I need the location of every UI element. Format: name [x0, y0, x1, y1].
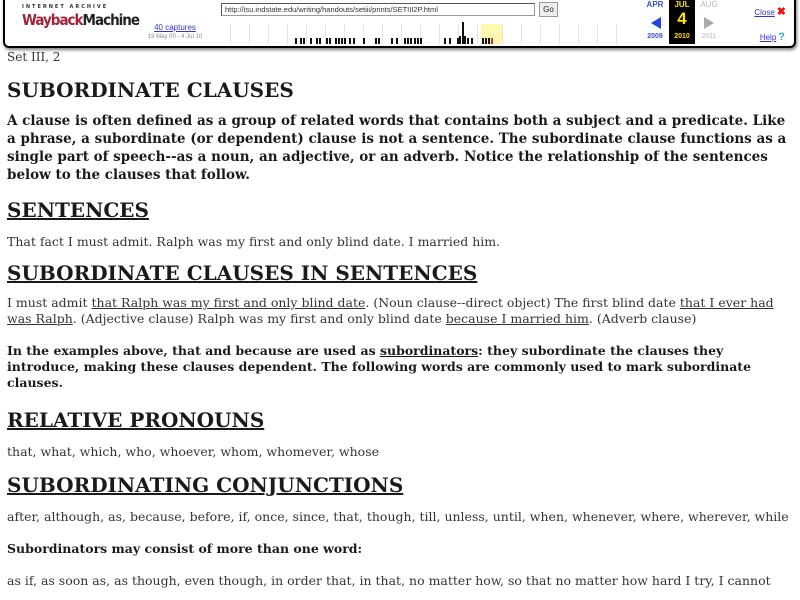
capture-tick	[420, 38, 422, 44]
wayback-logo[interactable]	[22, 4, 140, 40]
current-day: 4	[677, 9, 687, 28]
capture-tick	[391, 38, 393, 44]
current-year: 2010	[674, 33, 690, 40]
next-capture	[696, 0, 722, 40]
timeline-gridline	[306, 24, 307, 44]
next-month: AUG	[700, 0, 718, 9]
timeline-gridline	[616, 24, 617, 44]
capture-tick	[482, 38, 484, 44]
adverb-clause-example: because I married him	[445, 311, 589, 326]
capture-tick	[459, 36, 461, 44]
current-capture-tick	[491, 38, 493, 44]
timeline-gridline	[249, 24, 250, 44]
url-input[interactable]: http://isu.indstate.edu/writing/handouts/setiii/prints/SETIII2P.html	[221, 3, 535, 16]
month-navigator	[642, 0, 724, 44]
multi-word-subordinators-label: Subordinators may consist of more than one word:	[7, 541, 363, 556]
multi-word-subordinators-list: as if, as soon as, as though, even though, in order that, in that, no matter how, so that no matter how hard I try, I cannot	[7, 573, 771, 588]
clauses-examples-paragraph: I must admit that Ralph was my first and only blind date. (Noun clause--direct object) The first blind date that I ever had was Ralph. (Adjective clause) Ralph was my first and only blind date because I married him. (Adverb clause)	[7, 295, 774, 326]
capture-tick	[353, 38, 355, 44]
wayback-toolbar	[3, 0, 796, 48]
prev-capture[interactable]	[642, 0, 668, 40]
capture-timeline[interactable]	[218, 22, 624, 44]
timeline-gridline	[382, 24, 383, 44]
heading-sentences: SENTENCES	[7, 198, 149, 222]
capture-tick	[300, 38, 302, 44]
capture-tick	[335, 38, 337, 44]
current-capture	[669, 0, 695, 44]
prev-year[interactable]: 2009	[647, 33, 663, 40]
set-label: Set III, 2	[7, 50, 61, 64]
subordinators-term: subordinators	[379, 343, 479, 358]
close-button[interactable]	[754, 5, 786, 18]
capture-tick	[404, 38, 406, 44]
close-icon[interactable]: ✖	[776, 6, 786, 18]
page-content	[7, 50, 797, 589]
prev-month[interactable]: APR	[646, 0, 664, 9]
capture-tick	[417, 38, 419, 44]
captures-info	[140, 23, 210, 40]
capture-tick	[303, 38, 305, 44]
timeline-gridline	[477, 24, 478, 44]
timeline-gridline	[502, 24, 503, 44]
capture-tick	[310, 38, 312, 44]
relative-pronouns-list: that, what, which, who, whoever, whom, whomever, whose	[7, 444, 380, 459]
capture-date-range: 19 May 00 - 4 Jul 10	[147, 34, 203, 40]
logo-wayback-machine: WaybackMachine	[22, 11, 140, 29]
capture-tick	[410, 38, 412, 44]
capture-tick	[396, 38, 398, 44]
capture-tick	[467, 38, 469, 44]
close-link[interactable]: Close	[754, 8, 775, 17]
capture-tick	[414, 38, 416, 44]
capture-tick	[407, 38, 409, 44]
timeline-gridline	[559, 24, 560, 44]
heading-subordinating-conjunctions: SUBORDINATING CONJUNCTIONS	[7, 473, 404, 497]
capture-tick	[485, 38, 487, 44]
capture-tick	[329, 38, 331, 44]
go-button[interactable]: Go	[539, 2, 558, 17]
next-arrow-icon	[704, 17, 714, 29]
capture-tick	[326, 38, 328, 44]
heading-clauses-in-sentences: SUBORDINATE CLAUSES IN SENTENCES	[7, 261, 478, 285]
help-button[interactable]	[760, 31, 785, 43]
timeline-gridline	[540, 24, 541, 44]
capture-tick	[488, 38, 490, 44]
timeline-gridline	[597, 24, 598, 44]
capture-tick	[295, 38, 297, 44]
capture-tick	[363, 38, 365, 44]
noun-clause-example: that Ralph was my first and only blind date	[91, 295, 366, 310]
next-year: 2011	[701, 33, 717, 40]
capture-tick	[316, 38, 318, 44]
capture-tick	[375, 38, 377, 44]
intro-paragraph: A clause is often defined as a group of related words that contains both a subject and a predicate. Like a phrase, a subordinate (or dependent) clause is not a sentence. The subordinate clause functions as a single part of speech--as a noun, an adjective, or an adverb. Notice the relationship of the sentences below to the clauses that follow.	[7, 113, 787, 183]
help-link[interactable]: Help	[759, 33, 777, 42]
timeline-gridline	[287, 24, 288, 44]
heading-relative-pronouns: RELATIVE PRONOUNS	[7, 408, 265, 432]
adjective-clause-example: that I ever had was Ralph	[7, 295, 774, 326]
prev-arrow-icon[interactable]	[651, 17, 661, 29]
timeline-gridline	[521, 24, 522, 44]
capture-tick	[471, 38, 473, 44]
timeline-gridline	[439, 24, 440, 44]
subordinators-explanation: In the examples above, that and because are used as subordinators: they subordinate the clauses they introduce, making these clauses dependent. The following words are commonly used to mark subordinate clauses.	[7, 343, 752, 390]
capture-tick	[344, 38, 346, 44]
sentences-text: That fact I must admit. Ralph was my first and only blind date. I married him.	[7, 234, 501, 249]
timeline-gridline	[578, 24, 579, 44]
timeline-gridline	[401, 24, 402, 44]
capture-tick	[319, 38, 321, 44]
timeline-gridline	[268, 24, 269, 44]
capture-tick	[341, 38, 343, 44]
capture-tick	[378, 38, 380, 44]
timeline-gridline	[230, 24, 231, 44]
capture-tick	[444, 38, 446, 44]
captures-link[interactable]: 40 captures	[154, 23, 196, 32]
capture-tick	[338, 38, 340, 44]
page-title: SUBORDINATE CLAUSES	[7, 78, 294, 102]
help-icon[interactable]: ?	[778, 31, 785, 43]
capture-tick	[464, 36, 466, 44]
capture-tick	[449, 38, 451, 44]
logo-internet-archive: INTERNET ARCHIVE	[22, 4, 109, 10]
subordinating-conjunctions-list: after, although, as, because, before, if, once, since, that, though, till, unless, until, when, whenever, where, wherever, while	[7, 509, 789, 524]
capture-tick	[349, 38, 351, 44]
current-month: JUL	[674, 0, 690, 9]
